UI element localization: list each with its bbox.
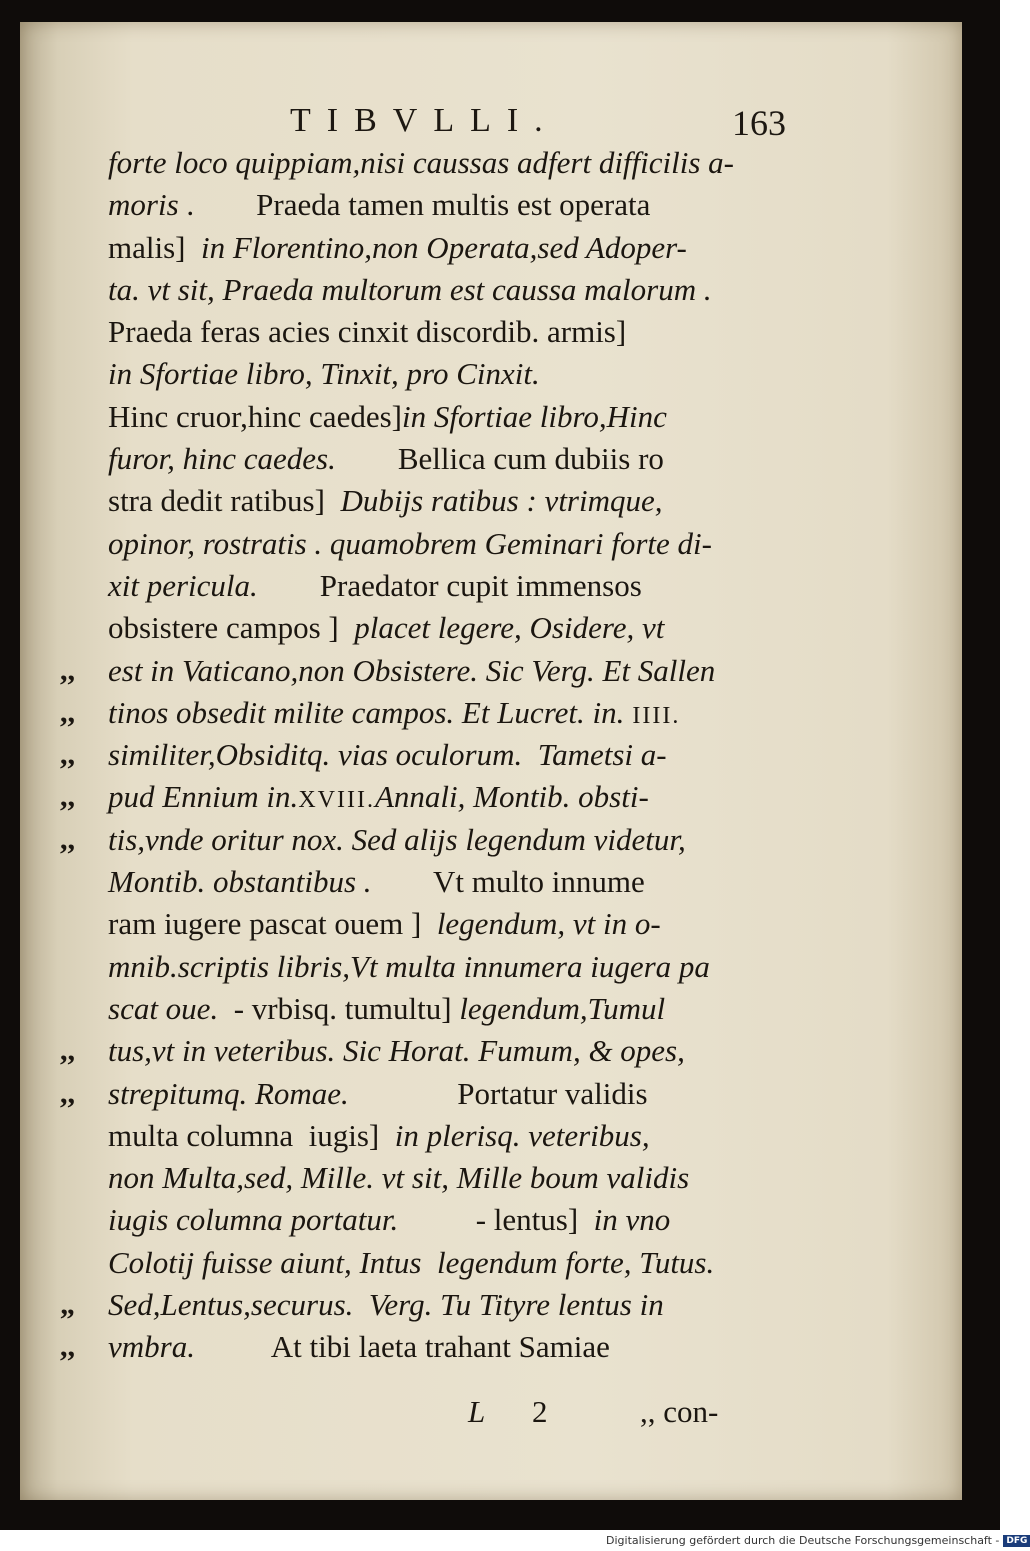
italic-text-segment: legendum, vt in o- — [436, 906, 661, 942]
text-line — [108, 438, 798, 480]
italic-text-segment: in Florentino,non Operata,sed Adoper- — [201, 229, 687, 265]
text-line — [60, 1030, 798, 1072]
roman-text-segment: malis] — [108, 229, 201, 265]
italic-text-segment: Dubijs ratibus : vtrimque, — [340, 483, 663, 519]
quotation-marginal-mark: ,, — [60, 1034, 75, 1068]
book-page — [20, 22, 962, 1500]
roman-text-segment: - lentus] — [398, 1202, 594, 1238]
italic-text-segment: in vno — [593, 1202, 671, 1238]
text-line — [108, 1157, 798, 1199]
italic-text-segment: pud Ennium in. — [108, 779, 299, 815]
text-line — [108, 269, 798, 311]
quotation-marginal-mark: ,, — [60, 780, 75, 814]
italic-text-segment: est in Vaticano,non Obsistere. Sic Verg. Et Sallen — [108, 652, 716, 688]
page-footer — [20, 1394, 962, 1438]
italic-text-segment: Montib. obstantibus . — [108, 864, 372, 900]
signature-number: 2 — [532, 1394, 548, 1429]
signature-mark: L — [468, 1394, 486, 1429]
text-line — [108, 988, 798, 1030]
roman-text-segment: Vt multo innume — [371, 864, 645, 900]
text-line — [60, 1284, 798, 1326]
italic-text-segment: vmbra. — [108, 1329, 195, 1365]
text-line — [108, 565, 798, 607]
roman-text-segment: Bellica cum dubiis ro — [335, 441, 664, 477]
italic-text-segment: tis,vnde oritur nox. Sed alijs legendum videtur, — [108, 821, 686, 857]
italic-text-segment: Colotij fuisse aiunt, Intus legendum forte, Tutus. — [108, 1244, 715, 1280]
running-title: TIBVLLI. — [290, 102, 559, 139]
quotation-marginal-mark: ,, — [60, 1076, 75, 1110]
commentary-text — [60, 142, 798, 1369]
italic-text-segment: furor, hinc caedes. — [108, 441, 336, 477]
italic-text-segment: legendum,Tumul — [459, 990, 666, 1026]
italic-text-segment: opinor, rostratis . quamobrem Geminari forte di- — [108, 525, 712, 561]
text-line — [60, 776, 798, 818]
quotation-marginal-mark: ,, — [60, 822, 75, 856]
italic-text-segment: in Sfortiae libro, Tinxit, pro Cinxit. — [108, 356, 540, 392]
text-line — [108, 1242, 798, 1284]
text-line — [108, 142, 798, 184]
quotation-marginal-mark: „ — [60, 1288, 75, 1322]
text-line — [108, 184, 798, 226]
italic-text-segment: iugis columna portatur. — [108, 1202, 399, 1238]
roman-text-segment: IIII. — [624, 702, 681, 729]
roman-text-segment: obsistere campos ] — [108, 610, 355, 646]
text-line — [108, 861, 798, 903]
italic-text-segment: non Multa,sed, Mille. vt sit, Mille boum validis — [108, 1160, 690, 1196]
text-line — [108, 946, 798, 988]
roman-text-segment: Praedator cupit immensos — [257, 567, 642, 603]
quotation-marginal-mark: ,, — [60, 1330, 75, 1364]
roman-text-segment: . Praeda tamen multis est operata — [178, 187, 651, 223]
italic-text-segment: strepitumq. Romae. — [108, 1075, 349, 1111]
text-line — [108, 1115, 798, 1157]
italic-text-segment: tus,vt in veteribus. Sic Horat. Fumum, & opes, — [108, 1033, 685, 1069]
page-number: 163 — [732, 103, 786, 143]
text-line — [108, 480, 798, 522]
roman-text-segment: - vrbisq. tumultu] — [218, 990, 460, 1026]
italic-text-segment: placet legere, Osidere, vt — [354, 610, 665, 646]
italic-text-segment: mnib.scriptis libris,Vt multa innumera iugera pa — [108, 948, 710, 984]
roman-text-segment: At tibi laeta trahant Samiae — [194, 1329, 610, 1365]
text-line — [108, 227, 798, 269]
quotation-marginal-mark: ,, — [60, 695, 75, 729]
text-line — [108, 903, 798, 945]
credit-text: Digitalisierung gefördert durch die Deutsche Forschungsgemeinschaft - — [606, 1534, 1000, 1547]
text-line — [60, 1073, 798, 1115]
italic-text-segment: scat oue. — [108, 990, 219, 1026]
italic-text-segment: Annali, Montib. obsti- — [374, 779, 649, 815]
italic-text-segment: forte loco quippiam,nisi caussas adfert difficilis a- — [108, 145, 735, 180]
dfg-logo: DFG — [1003, 1535, 1030, 1547]
italic-text-segment: similiter,Obsiditq. vias oculorum. Tametsi a- — [108, 737, 667, 773]
text-line — [108, 1199, 798, 1241]
roman-text-segment: stra dedit ratibus] — [108, 483, 341, 519]
italic-text-segment: xit pericula. — [108, 567, 258, 603]
italic-text-segment: moris — [108, 187, 179, 223]
text-line — [108, 607, 798, 649]
italic-text-segment: tinos obsedit milite campos. Et Lucret. in. — [108, 694, 625, 730]
quotation-marginal-mark: ,, — [60, 653, 75, 687]
italic-text-segment: in Sfortiae libro,Hinc — [401, 398, 667, 434]
roman-text-segment: ram iugere pascat ouem ] — [108, 906, 437, 942]
page-header — [20, 102, 962, 142]
italic-text-segment: Sed,Lentus,securus. Verg. Tu Tityre lentus in — [108, 1287, 664, 1323]
text-line — [60, 1326, 798, 1368]
catchword: ,, con- — [640, 1394, 719, 1429]
italic-text-segment: ta. vt sit, Praeda multorum est caussa malorum . — [108, 271, 712, 307]
italic-text-segment: in plerisq. veteribus, — [394, 1117, 650, 1153]
roman-text-segment: Hinc cruor,hinc caedes] — [108, 398, 402, 434]
roman-text-segment: XVIII. — [298, 787, 375, 814]
text-line — [108, 311, 798, 353]
text-line — [60, 650, 798, 692]
text-line — [108, 396, 798, 438]
digitization-credit — [606, 1534, 1030, 1547]
text-line — [60, 692, 798, 734]
text-line — [60, 819, 798, 861]
quotation-marginal-mark: ,, — [60, 738, 75, 772]
text-line — [60, 734, 798, 776]
roman-text-segment: multa columna iugis] — [108, 1117, 395, 1153]
roman-text-segment: Praeda feras acies cinxit discordib. armis] — [108, 314, 627, 350]
text-line — [108, 523, 798, 565]
roman-text-segment: Portatur validis — [348, 1075, 648, 1111]
text-line — [108, 353, 798, 395]
